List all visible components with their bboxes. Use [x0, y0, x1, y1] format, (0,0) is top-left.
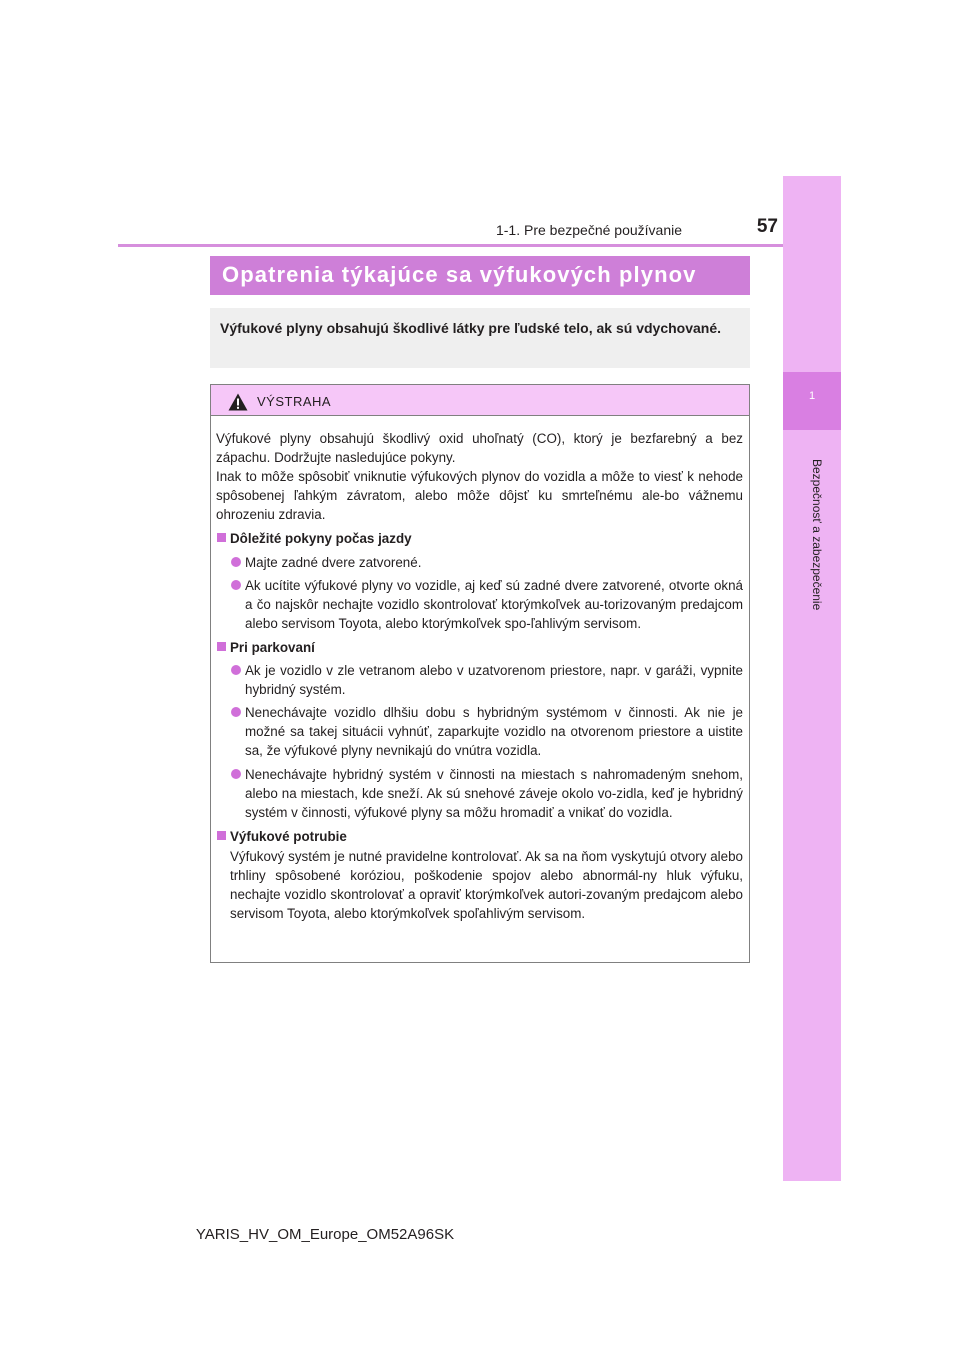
chapter-number: 1 [808, 390, 816, 402]
warning-body [216, 429, 743, 923]
section-heading: Výfukové potrubie [216, 827, 743, 846]
warning-header [211, 385, 749, 416]
section-text: Výfukový systém je nutné pravidelne kontrolovať. Ak sa na ňom vyskytujú otvory alebo trhliny spôsobené koróziou, poškodenie spojov alebo abnormál-ny hluk výfuku, nechajte vozidlo skontrolovať a opraviť ktorýmkoľvek autori-zovaným predajcom alebo servisom Toyota, alebo ktorýmkoľvek spoľahlivým servisom. [230, 848, 743, 922]
section-header: 1-1. Pre bezpečné používanie [495, 222, 682, 238]
square-bullet-icon [217, 831, 226, 840]
warning-triangle-icon [228, 393, 248, 411]
warning-title: VÝSTRAHA [257, 394, 332, 409]
circle-bullet-icon [231, 769, 241, 779]
section-heading: Pri parkovaní [216, 638, 743, 657]
bullet-item: Nenechávajte hybridný systém v činnosti na miestach s nahromadeným snehom, alebo na miestach, kde sneží. Ak sú snehové záveje okolo vo-zidla, keď je hybridný systém v činnosti, výfukové plyny sa môžu hromadiť a vnikať do vozidla. [216, 765, 743, 822]
page-number: 57 [756, 216, 778, 237]
circle-bullet-icon [231, 707, 241, 717]
square-bullet-icon [217, 642, 226, 651]
side-chapter-tab [783, 176, 841, 1181]
chapter-title: Bezpečnosť a zabezpečenie [810, 459, 824, 611]
footer-document-code: YARIS_HV_OM_Europe_OM52A96SK [195, 1226, 455, 1243]
square-bullet-icon [217, 533, 226, 542]
header-rule [118, 244, 783, 247]
intro-text: Výfukové plyny obsahujú škodlivé látky pre ľudské telo, ak sú vdychované. [220, 320, 722, 336]
circle-bullet-icon [231, 557, 241, 567]
warning-box [210, 384, 750, 963]
bullet-item: Majte zadné dvere zatvorené. [216, 553, 743, 572]
title-bar [210, 256, 750, 295]
bullet-item: Nenechávajte vozidlo dlhšiu dobu s hybridným systémom v činnosti. Ak nie je možné sa takej situácii vyhnúť, zaparkujte vozidlo na otvorenom priestore a uistite sa, že výfukové plyny nevnikajú do vnútra vozidla. [216, 703, 743, 760]
bullet-item: Ak je vozidlo v zle vetranom alebo v uzatvorenom priestore, napr. v garáži, vypnite hybridný systém. [216, 661, 743, 699]
circle-bullet-icon [231, 580, 241, 590]
warning-intro-line: Inak to môže spôsobiť vniknutie výfukových plynov do vozidla a môže to viesť k nehode spôsobenej ľahkým závratom, alebo môže dôjsť ku smrteľnému ale-bo vážnemu ohrozeniu zdravia. [216, 469, 743, 523]
page-title: Opatrenia týkajúce sa výfukových plynov [222, 262, 697, 287]
section-heading: Dôležité pokyny počas jazdy [216, 529, 743, 548]
circle-bullet-icon [231, 665, 241, 675]
intro-box [210, 308, 750, 368]
bullet-item: Ak ucítite výfukové plyny vo vozidle, aj keď sú zadné dvere zatvorené, otvorte okná a čo najskôr nechajte vozidlo skontrolovať ktorýmkoľvek au-torizovaným predajcom alebo servisom Toyota, alebo ktorýmkoľvek spo-ľahlivým servisom. [216, 576, 743, 633]
warning-intro-line: Výfukové plyny obsahujú škodlivý oxid uhoľnatý (CO), ktorý je bezfarebný a bez zápachu. Dodržujte nasledujúce pokyny. [216, 431, 743, 466]
